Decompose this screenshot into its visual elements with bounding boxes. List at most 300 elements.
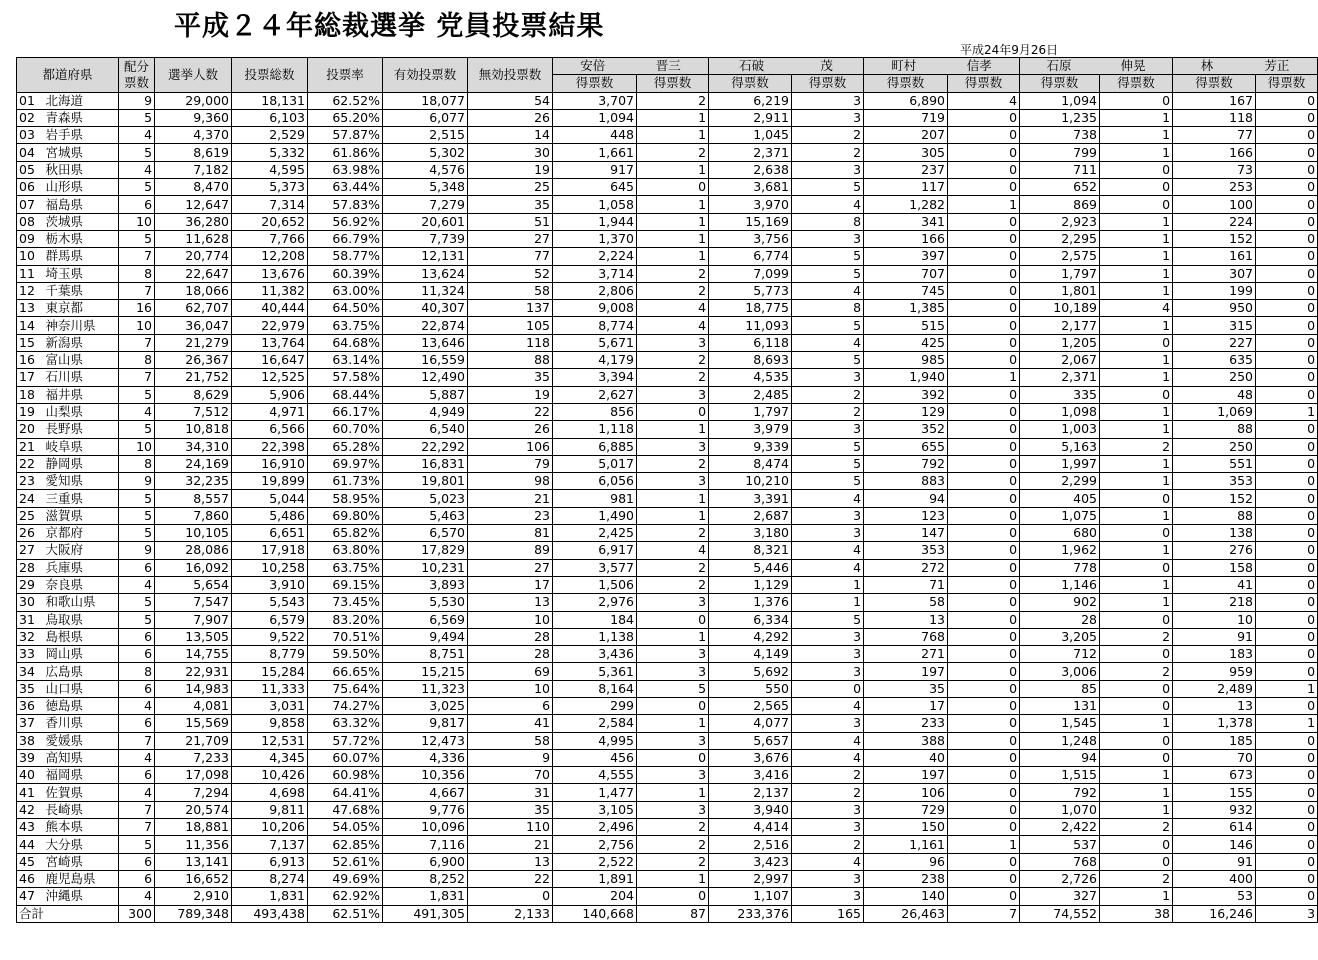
candidate-points: 0: [948, 646, 1020, 663]
candidate-points: 0: [1256, 801, 1318, 818]
turnout: 63.44%: [308, 179, 383, 196]
candidate-votes: 2,224: [553, 248, 637, 265]
valid-votes: 12,473: [383, 732, 468, 749]
candidate-votes: 1,075: [1020, 507, 1100, 524]
allocated-votes: 5: [119, 507, 155, 524]
candidate-points: 0: [948, 438, 1020, 455]
candidate-points: 0: [637, 179, 709, 196]
candidate-points: 1: [1256, 715, 1318, 732]
turnout: 61.86%: [308, 144, 383, 161]
candidate-votes: 140: [864, 888, 948, 905]
candidate-votes: 2,911: [709, 109, 792, 126]
electorate: 24,169: [155, 455, 232, 472]
prefecture-code: 41: [17, 784, 43, 801]
candidate-votes: 146: [1173, 836, 1256, 853]
candidate-points: 0: [637, 697, 709, 714]
prefecture-name: 福井県: [43, 386, 119, 403]
electorate: 7,233: [155, 749, 232, 766]
header-candidate: [553, 58, 709, 75]
allocated-votes: 5: [119, 611, 155, 628]
candidate-points: 1: [1100, 144, 1173, 161]
candidate-points: 5: [792, 248, 864, 265]
candidate-votes: 792: [864, 455, 948, 472]
total-votes: 4,971: [232, 403, 308, 420]
table-row: [17, 455, 1318, 472]
candidate-votes: 917: [553, 161, 637, 178]
candidate-votes: 250: [1173, 438, 1256, 455]
candidate-points: 0: [1100, 490, 1173, 507]
header-allocated-line2: 票数: [124, 74, 150, 90]
valid-votes: 11,324: [383, 282, 468, 299]
prefecture-code: 40: [17, 767, 43, 784]
candidate-votes: 1,094: [1020, 92, 1100, 109]
candidate-votes: 5,773: [709, 282, 792, 299]
candidate-points: 2: [1100, 628, 1173, 645]
candidate-points: 1: [1100, 888, 1173, 905]
prefecture-name: 高知県: [43, 749, 119, 766]
table-row: [17, 715, 1318, 732]
candidate-points: 0: [1256, 542, 1318, 559]
turnout: 62.85%: [308, 836, 383, 853]
candidate-votes: 6,334: [709, 611, 792, 628]
candidate-votes: 167: [1173, 92, 1256, 109]
total-invalid-votes: 2,133: [468, 905, 553, 922]
allocated-votes: 5: [119, 179, 155, 196]
candidate-votes: 70: [1173, 749, 1256, 766]
candidate-points: 0: [1256, 179, 1318, 196]
turnout: 52.61%: [308, 853, 383, 870]
candidate-points: 2: [792, 836, 864, 853]
candidate-votes: 719: [864, 109, 948, 126]
candidate-votes: 1,797: [1020, 265, 1100, 282]
candidate-votes: 3,105: [553, 801, 637, 818]
turnout: 60.98%: [308, 767, 383, 784]
candidate-family-name: 石破: [739, 58, 765, 74]
candidate-points: 5: [792, 317, 864, 334]
valid-votes: 1,831: [383, 888, 468, 905]
candidate-family-name: 安倍: [580, 58, 606, 74]
prefecture-name: 熊本県: [43, 819, 119, 836]
candidate-votes: 9,339: [709, 438, 792, 455]
electorate: 20,574: [155, 801, 232, 818]
electorate: 18,066: [155, 282, 232, 299]
invalid-votes: 22: [468, 870, 553, 887]
invalid-votes: 26: [468, 421, 553, 438]
electorate: 14,983: [155, 680, 232, 697]
candidate-points: 0: [1100, 611, 1173, 628]
allocated-votes: 6: [119, 870, 155, 887]
prefecture-name: 滋賀県: [43, 507, 119, 524]
candidate-votes: 9,008: [553, 300, 637, 317]
candidate-votes: 4,535: [709, 369, 792, 386]
candidate-points: 2: [792, 144, 864, 161]
electorate: 5,654: [155, 576, 232, 593]
header-received-votes: 得票数: [792, 75, 864, 92]
prefecture-name: 香川県: [43, 715, 119, 732]
candidate-points: 1: [792, 594, 864, 611]
candidate-votes: 15,169: [709, 213, 792, 230]
total-turnout: 62.51%: [308, 905, 383, 922]
candidate-votes: 199: [1173, 282, 1256, 299]
candidate-votes: 3,577: [553, 559, 637, 576]
allocated-votes: 4: [119, 403, 155, 420]
candidate-points: 1: [637, 421, 709, 438]
candidate-points: 0: [1256, 594, 1318, 611]
header-received-votes: 得票数: [1256, 75, 1318, 92]
candidate-votes: 197: [864, 767, 948, 784]
candidate-votes: 94: [1020, 749, 1100, 766]
turnout: 83.20%: [308, 611, 383, 628]
candidate-votes: 299: [553, 697, 637, 714]
prefecture-name: 岩手県: [43, 127, 119, 144]
candidate-votes: 233: [864, 715, 948, 732]
table-row: [17, 594, 1318, 611]
candidate-votes: 1,094: [553, 109, 637, 126]
candidate-points: 0: [948, 715, 1020, 732]
prefecture-code: 22: [17, 455, 43, 472]
header-received-votes: 得票数: [1100, 75, 1173, 92]
candidate-points: 5: [637, 680, 709, 697]
total-candidate-votes: 74,552: [1020, 905, 1100, 922]
electorate: 11,356: [155, 836, 232, 853]
allocated-votes: 6: [119, 715, 155, 732]
total-candidate-points: 87: [637, 905, 709, 922]
total-votes: 40,444: [232, 300, 308, 317]
invalid-votes: 27: [468, 230, 553, 247]
candidate-points: 0: [1256, 369, 1318, 386]
candidate-votes: 448: [553, 127, 637, 144]
candidate-votes: 2,638: [709, 161, 792, 178]
prefecture-code: 26: [17, 525, 43, 542]
candidate-points: 1: [1100, 403, 1173, 420]
prefecture-name: 福島県: [43, 196, 119, 213]
turnout: 64.68%: [308, 334, 383, 351]
candidate-votes: 5,446: [709, 559, 792, 576]
valid-votes: 10,356: [383, 767, 468, 784]
candidate-points: 0: [1256, 213, 1318, 230]
electorate: 13,141: [155, 853, 232, 870]
turnout: 54.05%: [308, 819, 383, 836]
valid-votes: 15,215: [383, 663, 468, 680]
candidate-votes: 238: [864, 870, 948, 887]
candidate-votes: 2,371: [1020, 369, 1100, 386]
candidate-points: 0: [1256, 611, 1318, 628]
table-footer: [17, 905, 1318, 922]
candidate-points: 1: [637, 628, 709, 645]
total-votes: 12,531: [232, 732, 308, 749]
candidate-family-name: 林: [1200, 58, 1214, 74]
candidate-votes: 138: [1173, 525, 1256, 542]
invalid-votes: 9: [468, 749, 553, 766]
candidate-votes: 959: [1173, 663, 1256, 680]
valid-votes: 6,570: [383, 525, 468, 542]
candidate-points: 1: [1100, 715, 1173, 732]
turnout: 74.27%: [308, 697, 383, 714]
candidate-points: 0: [948, 542, 1020, 559]
header-candidate: [1020, 58, 1173, 75]
candidate-points: 0: [948, 801, 1020, 818]
prefecture-code: 05: [17, 161, 43, 178]
total-votes: 6,566: [232, 421, 308, 438]
candidate-points: 0: [1256, 767, 1318, 784]
prefecture-name: 山梨県: [43, 403, 119, 420]
total-votes: 5,543: [232, 594, 308, 611]
candidate-votes: 425: [864, 334, 948, 351]
invalid-votes: 19: [468, 386, 553, 403]
candidate-points: 3: [637, 663, 709, 680]
turnout: 61.73%: [308, 473, 383, 490]
table-row: [17, 282, 1318, 299]
candidate-points: 1: [1100, 213, 1173, 230]
turnout: 56.92%: [308, 213, 383, 230]
turnout: 73.45%: [308, 594, 383, 611]
header-invalid-votes: 無効投票数: [468, 58, 553, 93]
candidate-votes: 88: [1173, 421, 1256, 438]
valid-votes: 40,307: [383, 300, 468, 317]
prefecture-code: 44: [17, 836, 43, 853]
candidate-points: 0: [948, 594, 1020, 611]
candidate-points: 0: [948, 386, 1020, 403]
table-row: [17, 507, 1318, 524]
candidate-points: 3: [792, 715, 864, 732]
turnout: 70.51%: [308, 628, 383, 645]
prefecture-name: 三重県: [43, 490, 119, 507]
electorate: 32,235: [155, 473, 232, 490]
candidate-family-name: 石原: [1046, 58, 1072, 74]
candidate-votes: 2,575: [1020, 248, 1100, 265]
candidate-votes: 4,292: [709, 628, 792, 645]
table-row: [17, 680, 1318, 697]
invalid-votes: 35: [468, 196, 553, 213]
table-row: [17, 369, 1318, 386]
candidate-votes: 405: [1020, 490, 1100, 507]
valid-votes: 4,667: [383, 784, 468, 801]
candidate-votes: 155: [1173, 784, 1256, 801]
candidate-votes: 1,376: [709, 594, 792, 611]
candidate-points: 3: [637, 732, 709, 749]
total-votes: 22,979: [232, 317, 308, 334]
candidate-points: 0: [1256, 438, 1318, 455]
candidate-votes: 253: [1173, 179, 1256, 196]
candidate-points: 1: [637, 248, 709, 265]
candidate-votes: 40: [864, 749, 948, 766]
candidate-points: 1: [1100, 265, 1173, 282]
candidate-points: 1: [637, 490, 709, 507]
candidate-votes: 276: [1173, 542, 1256, 559]
turnout: 63.80%: [308, 542, 383, 559]
table-row: [17, 732, 1318, 749]
candidate-points: 0: [1256, 282, 1318, 299]
table-row: [17, 317, 1318, 334]
candidate-votes: 2,516: [709, 836, 792, 853]
header-electorate: 選挙人数: [155, 58, 232, 93]
valid-votes: 5,530: [383, 594, 468, 611]
candidate-points: 1: [1100, 784, 1173, 801]
candidate-votes: 537: [1020, 836, 1100, 853]
candidate-votes: 2,565: [709, 697, 792, 714]
prefecture-code: 28: [17, 559, 43, 576]
prefecture-name: 埼玉県: [43, 265, 119, 282]
candidate-points: 0: [948, 179, 1020, 196]
candidate-points: 0: [1256, 853, 1318, 870]
total-votes: 12,208: [232, 248, 308, 265]
valid-votes: 6,900: [383, 853, 468, 870]
allocated-votes: 5: [119, 386, 155, 403]
total-candidate-points: 165: [792, 905, 864, 922]
total-votes: 7,314: [232, 196, 308, 213]
table-row: [17, 819, 1318, 836]
prefecture-name: 和歌山県: [43, 594, 119, 611]
candidate-points: 0: [948, 300, 1020, 317]
candidate-points: 3: [792, 801, 864, 818]
candidate-votes: 652: [1020, 179, 1100, 196]
prefecture-name: 島根県: [43, 628, 119, 645]
candidate-votes: 4,077: [709, 715, 792, 732]
candidate-points: 0: [948, 732, 1020, 749]
candidate-points: 0: [1256, 230, 1318, 247]
candidate-votes: 1,378: [1173, 715, 1256, 732]
table-row: [17, 127, 1318, 144]
electorate: 28,086: [155, 542, 232, 559]
candidate-votes: 400: [1173, 870, 1256, 887]
valid-votes: 7,279: [383, 196, 468, 213]
candidate-votes: 2,299: [1020, 473, 1100, 490]
table-row: [17, 490, 1318, 507]
candidate-votes: 352: [864, 421, 948, 438]
candidate-votes: 18,775: [709, 300, 792, 317]
candidate-votes: 4,995: [553, 732, 637, 749]
candidate-points: 0: [1100, 92, 1173, 109]
candidate-votes: 2,726: [1020, 870, 1100, 887]
candidate-points: 0: [1256, 836, 1318, 853]
allocated-votes: 16: [119, 300, 155, 317]
total-votes: 4,345: [232, 749, 308, 766]
candidate-votes: 3,423: [709, 853, 792, 870]
invalid-votes: 28: [468, 646, 553, 663]
allocated-votes: 10: [119, 213, 155, 230]
valid-votes: 16,559: [383, 352, 468, 369]
turnout: 63.00%: [308, 282, 383, 299]
electorate: 8,557: [155, 490, 232, 507]
invalid-votes: 21: [468, 490, 553, 507]
candidate-points: 0: [948, 870, 1020, 887]
prefecture-code: 09: [17, 230, 43, 247]
turnout: 57.58%: [308, 369, 383, 386]
prefecture-code: 16: [17, 352, 43, 369]
candidate-points: 1: [1100, 317, 1173, 334]
prefecture-code: 35: [17, 680, 43, 697]
candidate-votes: 3,756: [709, 230, 792, 247]
allocated-votes: 9: [119, 473, 155, 490]
candidate-points: 0: [1256, 525, 1318, 542]
candidate-points: 2: [637, 369, 709, 386]
invalid-votes: 14: [468, 127, 553, 144]
total-votes: 5,906: [232, 386, 308, 403]
prefecture-code: 30: [17, 594, 43, 611]
candidate-votes: 13: [864, 611, 948, 628]
allocated-votes: 5: [119, 230, 155, 247]
candidate-given-name: 晋三: [655, 58, 681, 74]
invalid-votes: 54: [468, 92, 553, 109]
prefecture-name: 岐阜県: [43, 438, 119, 455]
candidate-points: 0: [948, 784, 1020, 801]
header-valid-votes: 有効投票数: [383, 58, 468, 93]
candidate-votes: 2,177: [1020, 317, 1100, 334]
candidate-votes: 397: [864, 248, 948, 265]
invalid-votes: 28: [468, 628, 553, 645]
electorate: 2,910: [155, 888, 232, 905]
candidate-points: 0: [1256, 161, 1318, 178]
prefecture-name: 千葉県: [43, 282, 119, 299]
total-votes: 13,764: [232, 334, 308, 351]
valid-votes: 9,776: [383, 801, 468, 818]
valid-votes: 3,893: [383, 576, 468, 593]
total-votes: 1,831: [232, 888, 308, 905]
prefecture-code: 37: [17, 715, 43, 732]
candidate-points: 0: [1100, 732, 1173, 749]
electorate: 29,000: [155, 92, 232, 109]
candidate-points: 0: [948, 697, 1020, 714]
candidate-points: 0: [948, 352, 1020, 369]
valid-votes: 11,323: [383, 680, 468, 697]
candidate-votes: 305: [864, 144, 948, 161]
candidate-votes: 150: [864, 819, 948, 836]
candidate-votes: 645: [553, 179, 637, 196]
candidate-points: 0: [1100, 161, 1173, 178]
total-votes: 8,779: [232, 646, 308, 663]
valid-votes: 6,077: [383, 109, 468, 126]
table-row: [17, 888, 1318, 905]
total-total-votes: 493,438: [232, 905, 308, 922]
turnout: 59.50%: [308, 646, 383, 663]
candidate-votes: 1,997: [1020, 455, 1100, 472]
turnout: 63.75%: [308, 559, 383, 576]
header-candidate: [709, 58, 864, 75]
allocated-votes: 8: [119, 265, 155, 282]
candidate-points: 1: [637, 161, 709, 178]
candidate-votes: 1,107: [709, 888, 792, 905]
header-allocated: [119, 58, 155, 93]
candidate-points: 0: [1100, 525, 1173, 542]
candidate-votes: 271: [864, 646, 948, 663]
invalid-votes: 23: [468, 507, 553, 524]
candidate-votes: 902: [1020, 594, 1100, 611]
candidate-points: 0: [948, 161, 1020, 178]
table-row: [17, 92, 1318, 109]
page-title: 平成２４年総裁選挙 党員投票結果: [174, 11, 605, 42]
candidate-votes: 71: [864, 576, 948, 593]
candidate-votes: 118: [1173, 109, 1256, 126]
candidate-votes: 152: [1173, 490, 1256, 507]
candidate-points: 1: [1100, 282, 1173, 299]
candidate-points: 0: [1100, 836, 1173, 853]
invalid-votes: 30: [468, 144, 553, 161]
candidate-points: 0: [1256, 386, 1318, 403]
candidate-votes: 1,098: [1020, 403, 1100, 420]
candidate-points: 4: [948, 92, 1020, 109]
turnout: 69.80%: [308, 507, 383, 524]
candidate-votes: 1,161: [864, 836, 948, 853]
candidate-votes: 197: [864, 663, 948, 680]
candidate-points: 5: [792, 611, 864, 628]
candidate-points: 3: [792, 628, 864, 645]
invalid-votes: 88: [468, 352, 553, 369]
candidate-points: 0: [1256, 109, 1318, 126]
candidate-votes: 166: [864, 230, 948, 247]
allocated-votes: 8: [119, 663, 155, 680]
candidate-votes: 1,506: [553, 576, 637, 593]
turnout: 64.41%: [308, 784, 383, 801]
